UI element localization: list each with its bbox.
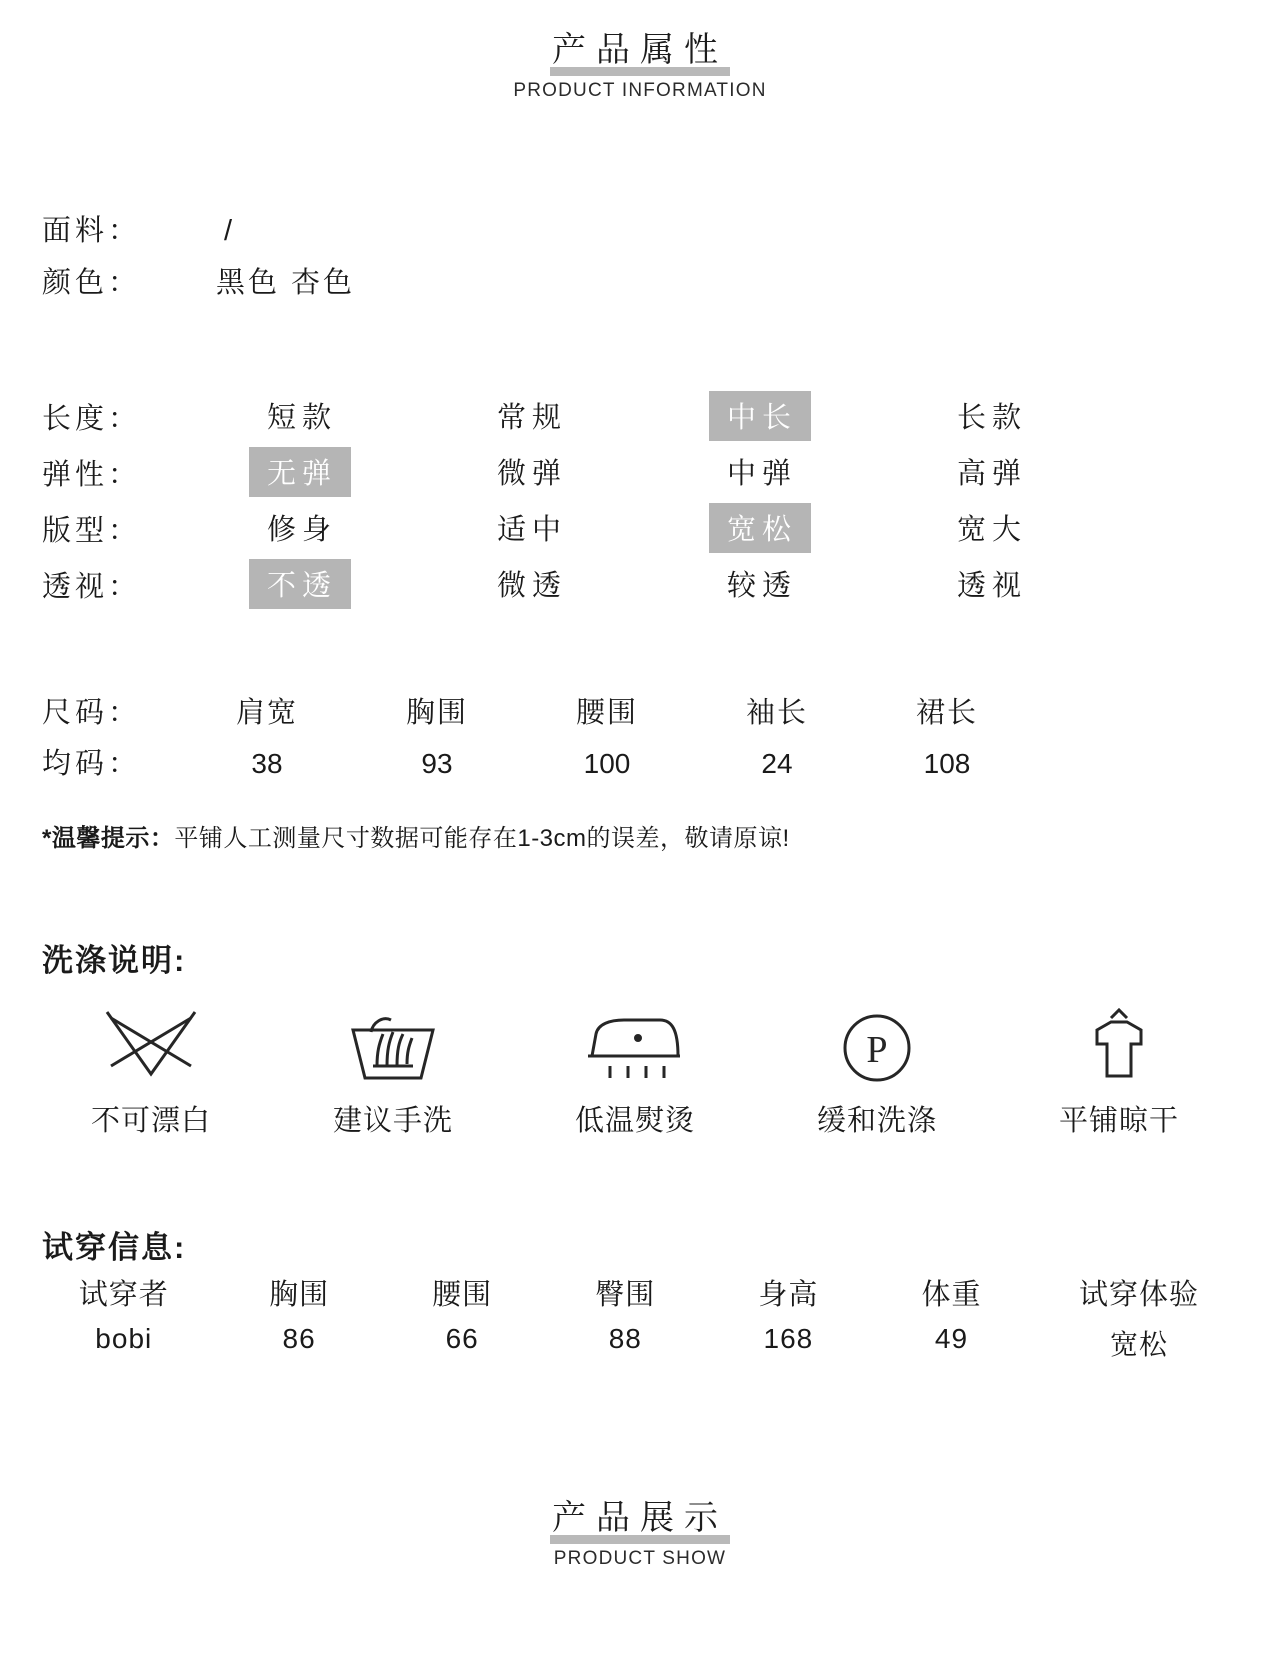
attribute-matrix (42, 388, 1102, 612)
size-table (42, 690, 1032, 782)
length-option-3[interactable]: 长款 (956, 402, 1027, 434)
wash-item (272, 1000, 514, 1139)
tryon-column-header: 臀围 (595, 1279, 656, 1311)
color-value: 黑色 杏色 (216, 267, 356, 299)
attribute-row-fit (42, 500, 1102, 556)
fit-option-2-selected[interactable]: 宽松 (642, 503, 872, 553)
no-bleach-icon (30, 1000, 272, 1092)
tryon-column-header: 体重 (921, 1279, 982, 1311)
tryon-header-row (30, 1272, 1245, 1313)
tryon-value-row (30, 1323, 1245, 1363)
fit-option-1[interactable]: 适中 (496, 514, 567, 546)
measurement-note (42, 818, 790, 853)
wash-item-label: 缓和洗涤 (816, 1105, 937, 1137)
length-option-1[interactable]: 常规 (496, 402, 567, 434)
size-cell: 38 (251, 748, 283, 779)
size-column-header: 裙长 (915, 697, 978, 729)
elasticity-option-2[interactable]: 中弹 (726, 458, 797, 490)
low-temp-iron-icon (514, 1000, 756, 1092)
tryon-cell: 168 (763, 1323, 814, 1354)
wash-item-label: 低温熨烫 (574, 1105, 695, 1137)
measurement-note-prefix: *温馨提示： (42, 825, 175, 852)
tryon-cell: 86 (282, 1323, 316, 1354)
wash-item (514, 1000, 756, 1139)
tryon-cell: 66 (445, 1323, 479, 1354)
fabric-value: / (224, 215, 236, 247)
size-cell: 108 (923, 748, 971, 779)
tryon-column-header: 试穿体验 (1079, 1279, 1200, 1311)
tryon-column-header: 腰围 (432, 1279, 493, 1311)
attribute-row-elasticity (42, 444, 1102, 500)
size-cell: 100 (583, 748, 631, 779)
product-show-title (0, 1490, 1280, 1570)
size-cell: 93 (421, 748, 453, 779)
size-header-label: 尺码： (42, 697, 142, 729)
tryon-cell: 49 (934, 1323, 969, 1354)
page-title-en: PRODUCT INFORMATION (513, 80, 767, 101)
tryon-column-header: 胸围 (269, 1279, 330, 1311)
gentle-dry-clean-p-icon (756, 1000, 998, 1092)
transparency-option-1[interactable]: 微透 (496, 570, 567, 602)
tryon-column-header: 身高 (758, 1279, 819, 1311)
wash-item (30, 1000, 272, 1139)
size-column-header: 肩宽 (235, 697, 298, 729)
tryon-table (30, 1272, 1245, 1363)
measurement-note-text: 平铺人工测量尺寸数据可能存在1-3cm的误差，敬请原谅! (174, 825, 790, 852)
fit-option-0[interactable]: 修身 (266, 514, 337, 546)
fit-label: 版型： (42, 514, 142, 547)
basic-info-row (42, 205, 355, 257)
basic-info (42, 205, 355, 309)
size-column-header: 袖长 (745, 697, 808, 729)
size-column-header: 胸围 (405, 697, 468, 729)
size-row-label: 均码： (42, 748, 142, 780)
fit-option-3[interactable]: 宽大 (956, 514, 1027, 546)
transparency-option-0-selected[interactable]: 不透 (182, 559, 412, 609)
wash-instructions (30, 1000, 1240, 1139)
length-option-2-selected[interactable]: 中长 (642, 391, 872, 441)
elasticity-option-3[interactable]: 高弹 (956, 458, 1027, 490)
transparency-label: 透视： (42, 570, 142, 603)
product-show-title-en: PRODUCT SHOW (553, 1548, 727, 1569)
attribute-row-transparency (42, 556, 1102, 612)
elasticity-label: 弹性： (42, 458, 142, 491)
transparency-option-3[interactable]: 透视 (956, 570, 1027, 602)
tryon-cell: bobi (95, 1323, 153, 1354)
wash-item-label: 不可漂白 (90, 1105, 211, 1137)
flat-dry-icon (998, 1000, 1240, 1092)
product-show-title-cn: 产品展示 (550, 1490, 730, 1542)
wash-section-title: 洗涤说明: (42, 943, 187, 978)
transparency-option-2[interactable]: 较透 (726, 570, 797, 602)
tryon-column-header: 试穿者 (78, 1279, 169, 1311)
color-label: 颜色： (42, 267, 142, 299)
hand-wash-icon (272, 1000, 514, 1092)
page-title (0, 22, 1280, 102)
size-column-header: 腰围 (575, 697, 638, 729)
svg-text:P: P (866, 1029, 888, 1071)
size-table-header-row (42, 690, 1032, 731)
elasticity-option-0-selected[interactable]: 无弹 (182, 447, 412, 497)
size-cell: 24 (761, 748, 793, 779)
basic-info-row (42, 257, 355, 309)
page-title-cn: 产品属性 (550, 22, 730, 74)
wash-item-label: 建议手洗 (332, 1105, 453, 1137)
attribute-row-length (42, 388, 1102, 444)
wash-item (998, 1000, 1240, 1139)
wash-item (756, 1000, 998, 1139)
tryon-cell: 宽松 (1110, 1329, 1169, 1360)
tryon-cell: 88 (608, 1323, 642, 1354)
tryon-section-title: 试穿信息: (42, 1230, 187, 1265)
length-option-0[interactable]: 短款 (266, 402, 337, 434)
fabric-label: 面料： (42, 215, 142, 247)
length-label: 长度： (42, 402, 142, 435)
elasticity-option-1[interactable]: 微弹 (496, 458, 567, 490)
wash-item-label: 平铺晾干 (1058, 1105, 1179, 1137)
size-table-value-row (42, 741, 1032, 782)
